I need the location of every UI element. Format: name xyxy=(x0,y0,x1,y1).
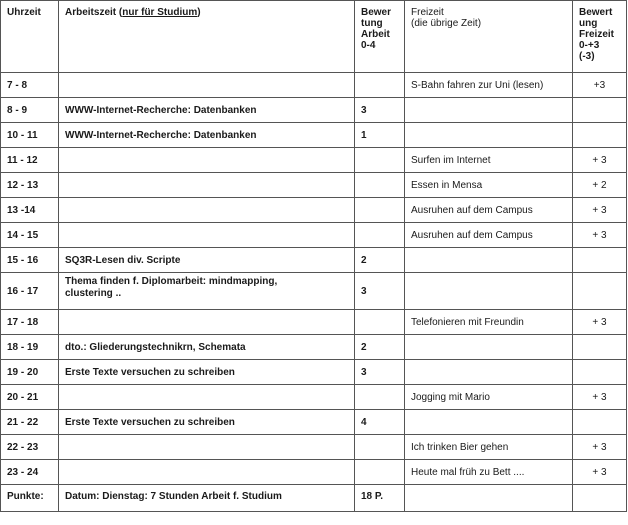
table-row xyxy=(1,98,627,123)
footer-points: 18 P. xyxy=(355,485,405,512)
header-free-rating: Bewert ung Freizeit 0-+3 (-3) xyxy=(573,1,627,73)
cell-free-rating: + 3 xyxy=(573,460,627,485)
cell-free: S-Bahn fahren zur Uni (lesen) xyxy=(405,73,573,98)
footer-row xyxy=(1,485,627,512)
cell-time: 22 - 23 xyxy=(1,435,59,460)
cell-free-rating xyxy=(573,410,627,435)
cell-time: 16 - 17 xyxy=(1,273,59,310)
cell-work-rating xyxy=(355,223,405,248)
table-row xyxy=(1,273,627,310)
cell-work: WWW-Internet-Recherche: Datenbanken xyxy=(59,123,355,148)
cell-free-rating: + 3 xyxy=(573,223,627,248)
cell-free: Essen in Mensa xyxy=(405,173,573,198)
table-row xyxy=(1,360,627,385)
table-row xyxy=(1,310,627,335)
cell-work xyxy=(59,435,355,460)
cell-work xyxy=(59,310,355,335)
table-row xyxy=(1,123,627,148)
cell-work-rating: 3 xyxy=(355,360,405,385)
cell-work xyxy=(59,148,355,173)
cell-work xyxy=(59,223,355,248)
cell-work: dto.: Gliederungstechnikrn, Schemata xyxy=(59,335,355,360)
cell-free: Jogging mit Mario xyxy=(405,385,573,410)
cell-free-rating: + 3 xyxy=(573,198,627,223)
table-row xyxy=(1,173,627,198)
cell-work xyxy=(59,73,355,98)
cell-free-rating: + 3 xyxy=(573,385,627,410)
cell-work-rating xyxy=(355,460,405,485)
cell-free-rating xyxy=(573,98,627,123)
footer-empty-free-rating xyxy=(573,485,627,512)
cell-time: 20 - 21 xyxy=(1,385,59,410)
cell-free-rating xyxy=(573,360,627,385)
cell-free-rating: + 3 xyxy=(573,148,627,173)
cell-work-rating xyxy=(355,198,405,223)
header-work xyxy=(59,1,355,73)
cell-time: 7 - 8 xyxy=(1,73,59,98)
cell-free-rating xyxy=(573,248,627,273)
header-row xyxy=(1,1,627,73)
table-row xyxy=(1,73,627,98)
cell-work-rating: 3 xyxy=(355,98,405,123)
table-row xyxy=(1,460,627,485)
cell-work-rating xyxy=(355,435,405,460)
cell-free xyxy=(405,248,573,273)
cell-work-rating xyxy=(355,73,405,98)
cell-free: Ich trinken Bier gehen xyxy=(405,435,573,460)
cell-work xyxy=(59,460,355,485)
cell-work-rating: 2 xyxy=(355,335,405,360)
cell-time: 12 - 13 xyxy=(1,173,59,198)
table-row xyxy=(1,198,627,223)
cell-free-rating: + 3 xyxy=(573,435,627,460)
cell-time: 21 - 22 xyxy=(1,410,59,435)
cell-time: 18 - 19 xyxy=(1,335,59,360)
header-free: Freizeit (die übrige Zeit) xyxy=(405,1,573,73)
header-work-underline: nur für Studium xyxy=(122,7,198,18)
cell-time: 15 - 16 xyxy=(1,248,59,273)
cell-work: WWW-Internet-Recherche: Datenbanken xyxy=(59,98,355,123)
footer-empty-free xyxy=(405,485,573,512)
cell-work xyxy=(59,198,355,223)
cell-work-rating: 3 xyxy=(355,273,405,310)
cell-time: 14 - 15 xyxy=(1,223,59,248)
footer-summary: Datum: Dienstag: 7 Stunden Arbeit f. Studium xyxy=(59,485,355,512)
cell-free: Heute mal früh zu Bett .... xyxy=(405,460,573,485)
cell-time: 19 - 20 xyxy=(1,360,59,385)
cell-work: Erste Texte versuchen zu schreiben xyxy=(59,410,355,435)
cell-free xyxy=(405,335,573,360)
cell-work-rating xyxy=(355,148,405,173)
cell-time: 8 - 9 xyxy=(1,98,59,123)
cell-free xyxy=(405,98,573,123)
header-work-rating: Bewer tung Arbeit 0-4 xyxy=(355,1,405,73)
table-row xyxy=(1,385,627,410)
cell-free-rating: + 3 xyxy=(573,310,627,335)
cell-time: 11 - 12 xyxy=(1,148,59,173)
cell-work-rating xyxy=(355,173,405,198)
cell-free xyxy=(405,410,573,435)
cell-work: SQ3R-Lesen div. Scripte xyxy=(59,248,355,273)
cell-time: 17 - 18 xyxy=(1,310,59,335)
table-row xyxy=(1,148,627,173)
cell-work-rating xyxy=(355,310,405,335)
cell-work-rating xyxy=(355,385,405,410)
cell-work xyxy=(59,173,355,198)
cell-free: Telefonieren mit Freundin xyxy=(405,310,573,335)
table-row xyxy=(1,223,627,248)
cell-free: Ausruhen auf dem Campus xyxy=(405,198,573,223)
table-row xyxy=(1,335,627,360)
cell-time: 10 - 11 xyxy=(1,123,59,148)
cell-free xyxy=(405,123,573,148)
header-work-prefix: Arbeitszeit ( xyxy=(65,7,123,18)
cell-free-rating xyxy=(573,335,627,360)
cell-work: Erste Texte versuchen zu schreiben xyxy=(59,360,355,385)
table-row xyxy=(1,435,627,460)
cell-free: Surfen im Internet xyxy=(405,148,573,173)
cell-work-rating: 4 xyxy=(355,410,405,435)
cell-free xyxy=(405,360,573,385)
cell-free-rating xyxy=(573,123,627,148)
cell-work-rating: 2 xyxy=(355,248,405,273)
footer-label: Punkte: xyxy=(1,485,59,512)
table-row xyxy=(1,410,627,435)
cell-free xyxy=(405,273,573,310)
cell-time: 23 - 24 xyxy=(1,460,59,485)
cell-work: Thema finden f. Diplomarbeit: mindmapping, clustering .. xyxy=(59,273,355,310)
cell-free-rating xyxy=(573,273,627,310)
cell-time: 13 -14 xyxy=(1,198,59,223)
cell-free-rating: +3 xyxy=(573,73,627,98)
table-row xyxy=(1,248,627,273)
cell-work xyxy=(59,385,355,410)
timesheet-body xyxy=(1,73,627,485)
header-time: Uhrzeit xyxy=(1,1,59,73)
cell-free: Ausruhen auf dem Campus xyxy=(405,223,573,248)
cell-free-rating: + 2 xyxy=(573,173,627,198)
cell-work-rating: 1 xyxy=(355,123,405,148)
header-work-suffix: ) xyxy=(197,7,201,18)
